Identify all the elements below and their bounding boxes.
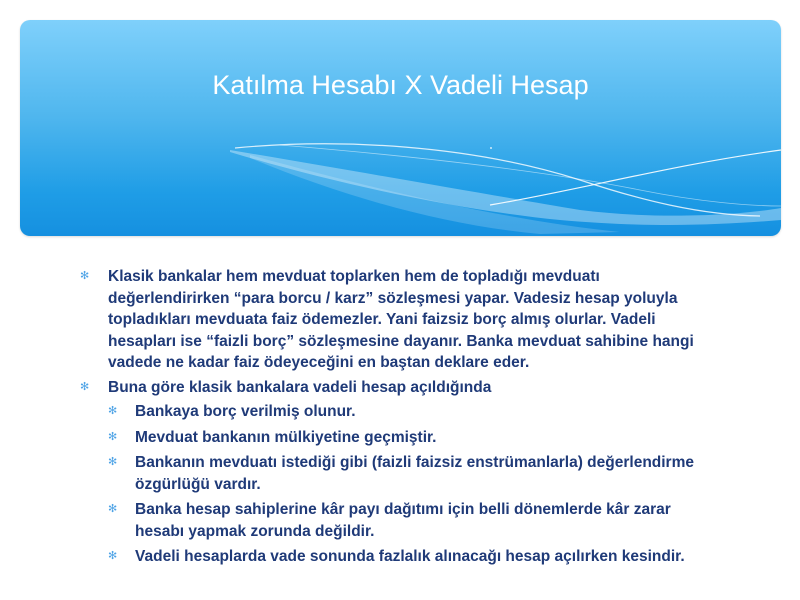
sub-bullet-item (80, 452, 720, 495)
sub-bullet-item (80, 401, 720, 423)
bullet-item (80, 266, 720, 374)
bullet-text: Buna göre klasik bankalara vadeli hesap açıldığında (108, 378, 492, 396)
asterisk-bullet-icon: ✻ (108, 430, 118, 443)
title-banner (20, 20, 781, 236)
asterisk-bullet-icon: ✻ (80, 270, 90, 282)
slide-title: Katılma Hesabı X Vadeli Hesap (212, 70, 589, 100)
asterisk-bullet-icon: ✻ (108, 405, 118, 417)
decorative-waves (20, 20, 781, 236)
asterisk-bullet-icon: ✻ (108, 456, 118, 468)
bullet-list (80, 266, 720, 572)
bullet-text: Klasik bankalar hem mevduat toplarken hem de topladığı mevduatı değerlendirirken “para borcu / karz” sözleşmesi yapar. Vadesiz hesap yoluyla topladıkları mevduata faiz ödemezler. Yani faizsiz borç almış olurlar. Vadeli hesapları ise “faizli borç” sözleşmesine dayanır. Banka mevduat sahibine hangi vadede ne kadar faiz ödeyeceğini en baştan deklare eder. (108, 268, 694, 371)
asterisk-bullet-icon: ✻ (80, 380, 90, 393)
sub-bullet-text: Bankaya borç verilmiş olunur. (135, 403, 356, 420)
sub-bullet-text: Banka hesap sahiplerine kâr payı dağıtımı için belli dönemlerde kâr zarar hesabı yapmak zorunda değildir. (135, 501, 671, 540)
sub-bullet-text: Bankanın mevduatı istediği gibi (faizli faizsiz enstrümanlarla) değerlendirme özgürlüğü vardır. (135, 454, 694, 493)
sub-bullet-item (80, 427, 720, 449)
bullet-item (80, 377, 720, 399)
sub-bullet-item (80, 546, 720, 568)
asterisk-bullet-icon: ✻ (108, 503, 118, 515)
sub-bullet-text: Mevduat bankanın mülkiyetine geçmiştir. (135, 428, 437, 446)
asterisk-bullet-icon: ✻ (108, 550, 118, 562)
sub-bullet-item (80, 499, 720, 542)
sub-bullet-text: Vadeli hesaplarda vade sonunda fazlalık alınacağı hesap açılırken kesindir. (135, 548, 685, 565)
